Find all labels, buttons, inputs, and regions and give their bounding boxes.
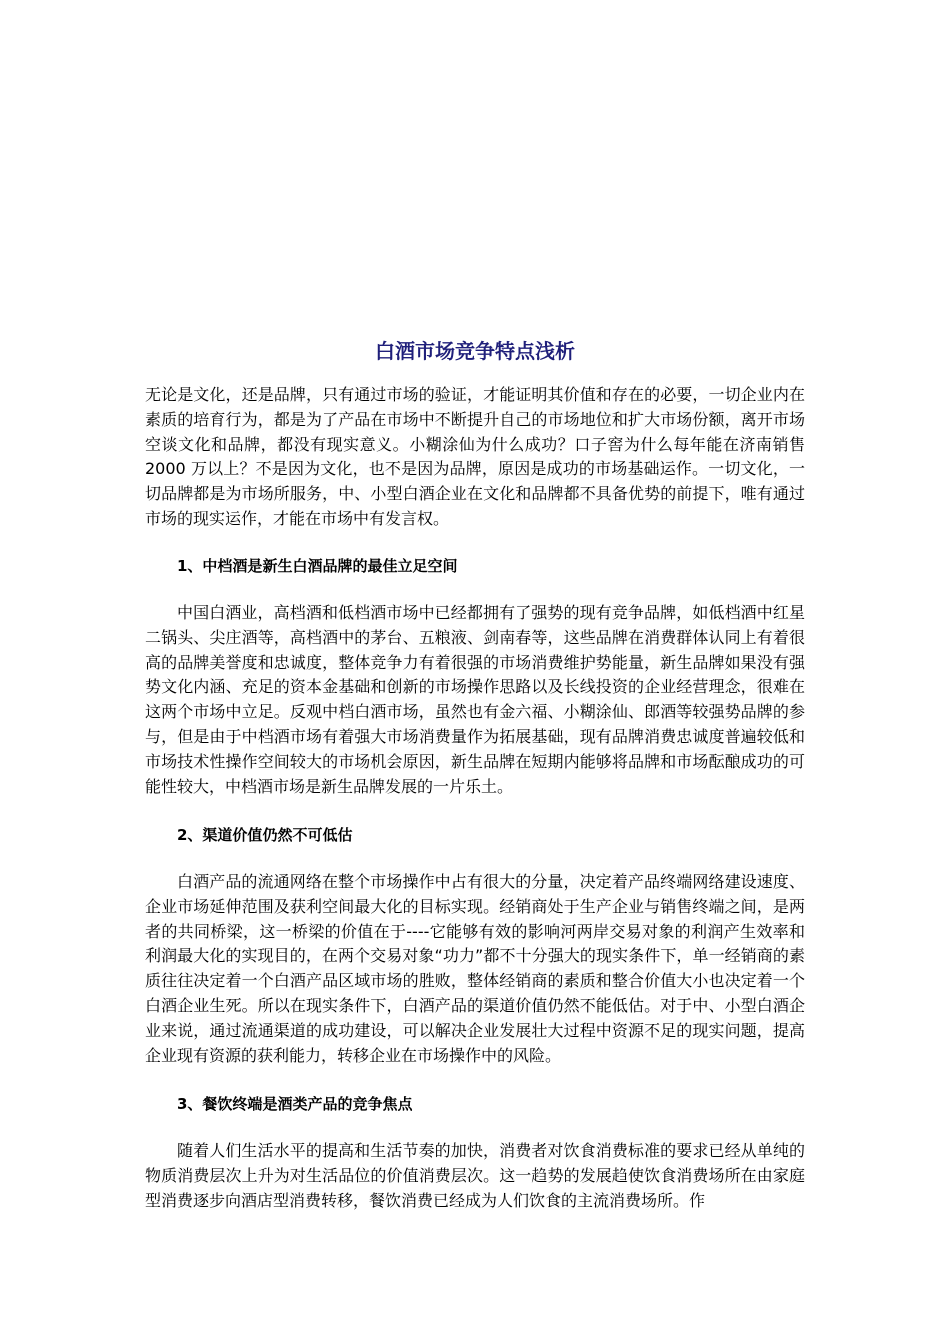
intro-paragraph: 无论是文化，还是品牌，只有通过市场的验证，才能证明其价值和存在的必要，一切企业内在素质的培育行为，都是为了产品在市场中不断提升自己的市场地位和扩大市场份额，离开市场空谈文化和品牌，都没有现实意义。小糊涂仙为什么成功？口子窖为什么每年能在济南销售 2000 万以上？不是因为文化，也不是因为品牌，原因是成功的市场基础运作。一切文化，一切品牌都是为市场所服务，中、小型白酒企业在文化和品牌都不具备优势的前提下，唯有通过市场的现实运作，才能在市场中有发言权。 (145, 385, 805, 528)
section-heading-1: 1、中档酒是新生白酒品牌的最佳立足空间 (177, 557, 458, 575)
section-paragraph-1: 中国白酒业，高档酒和低档酒市场中已经都拥有了强势的现有竞争品牌，如低档酒中红星二锅头、尖庄酒等，高档酒中的茅台、五粮液、剑南春等，这些品牌在消费群体认同上有着很高的品牌美誉度和忠诚度，整体竞争力有着很强的市场消费维护势能量，新生品牌如果没有强势文化内涵、充足的资本金基础和创新的市场操作思路以及长线投资的企业经营理念，很难在这两个市场中立足。反观中档白酒市场，虽然也有金六福、小糊涂仙、郎酒等较强势品牌的参与，但是由于中档酒市场有着强大市场消费量作为拓展基础，现有品牌消费忠诚度普遍较低和市场技术性操作空间较大的市场机会原因，新生品牌在短期内能够将品牌和市场酝酿成功的可能性较大，中档酒市场是新生品牌发展的一片乐土。 (145, 603, 805, 796)
section-heading-2: 2、渠道价值仍然不可低估 (177, 826, 353, 844)
document-title: 白酒市场竞争特点浅析 (375, 339, 575, 363)
section-paragraph-2: 白酒产品的流通网络在整个市场操作中占有很大的分量，决定着产品终端网络建设速度、企业市场延伸范围及获利空间最大化的目标实现。经销商处于生产企业与销售终端之间，是两者的共同桥梁，这一桥梁的价值在于----它能够有效的影响河两岸交易对象的利润产生效率和利润最大化的实现目的，在两个交易对象“功力”都不十分强大的现实条件下，单一经销商的素质往往决定着一个白酒产品区域市场的胜败，整体经销商的素质和整合价值大小也决定着一个白酒企业生死。所以在现实条件下，白酒产品的渠道价值仍然不能低估。对于中、小型白酒企业来说，通过流通渠道的成功建设，可以解决企业发展壮大过程中资源不足的现实问题，提高企业现有资源的获利能力，转移企业在市场操作中的风险。 (145, 872, 805, 1065)
section-paragraph-3: 随着人们生活水平的提高和生活节奏的加快，消费者对饮食消费标准的要求已经从单纯的物质消费层次上升为对生活品位的价值消费层次。这一趋势的发展趋使饮食消费场所在由家庭型消费逐步向酒店型消费转移，餐饮消费已经成为人们饮食的主流消费场所。作 (145, 1141, 805, 1210)
section-heading-3: 3、餐饮终端是酒类产品的竞争焦点 (177, 1095, 413, 1113)
